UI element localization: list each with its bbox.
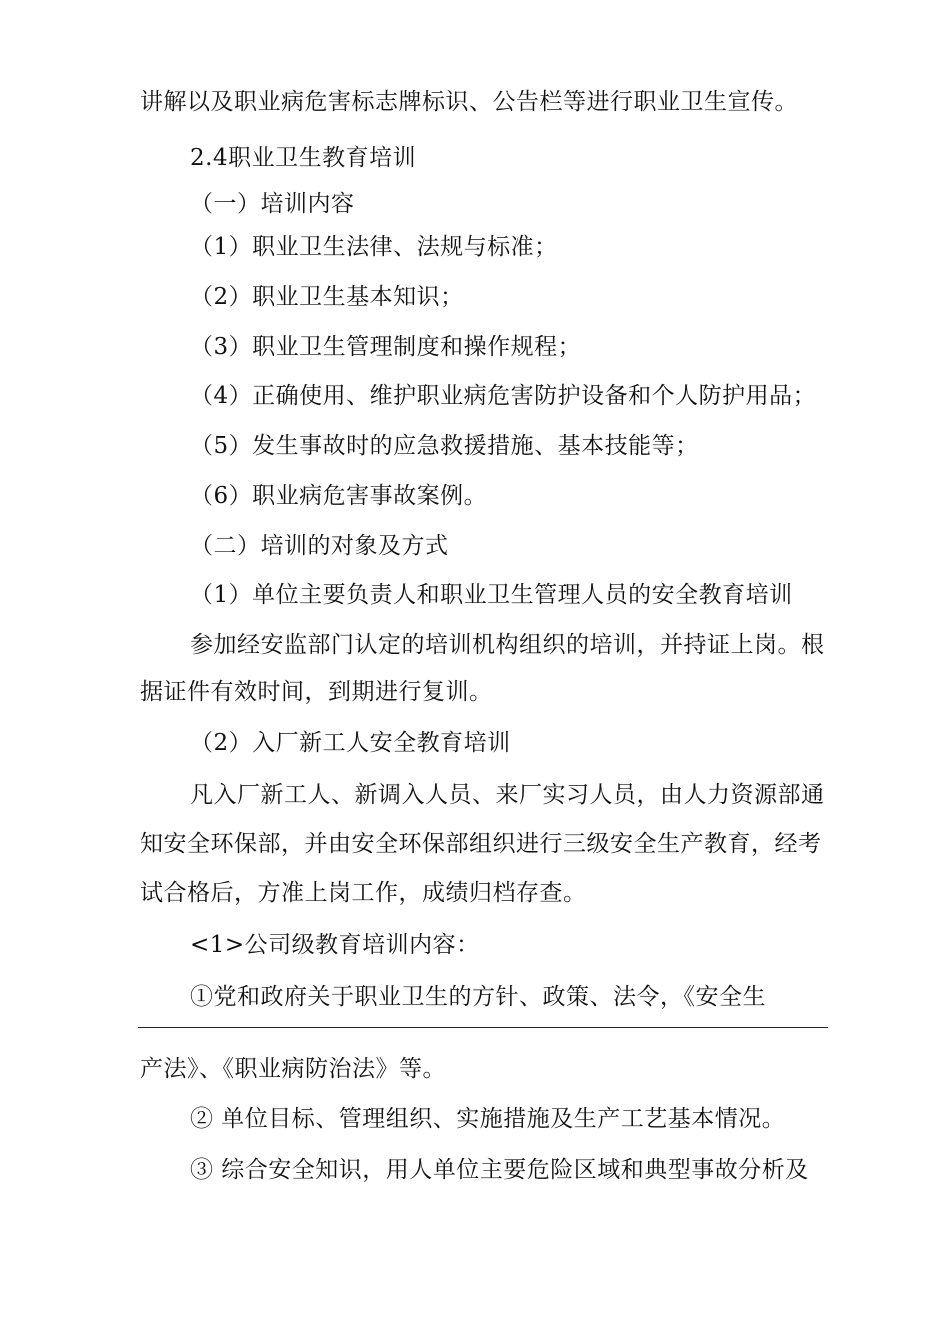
section-heading: 2.4职业卫生教育培训	[190, 145, 417, 171]
paragraph-line: 试合格后，方准上岗工作，成绩归档存查。	[140, 880, 587, 906]
list-item: ①党和政府关于职业卫生的方针、政策、法令，《安全生	[190, 984, 766, 1010]
list-item: ② 单位目标、管理组织、实施措施及生产工艺基本情况。	[190, 1106, 786, 1132]
paragraph-line: 产法》、《职业病防治法》等。	[140, 1056, 446, 1082]
list-item: （4）正确使用、维护职业病危害防护设备和个人防护用品；	[190, 383, 817, 409]
list-item: （3）职业卫生管理制度和操作规程；	[190, 334, 582, 360]
list-item: <1>公司级教育培训内容：	[190, 932, 480, 958]
paragraph-line: 据证件有效时间，到期进行复训。	[140, 679, 493, 705]
list-item: （1）单位主要负责人和职业卫生管理人员的安全教育培训	[190, 582, 793, 608]
subsection-heading: （二）培训的对象及方式	[190, 533, 449, 559]
list-item: （1）职业卫生法律、法规与标准；	[190, 234, 558, 260]
subsection-heading: （一）培训内容	[190, 191, 355, 217]
list-item: （2）入厂新工人安全教育培训	[190, 730, 511, 756]
paragraph-line: 参加经安监部门认定的培训机构组织的培训，并持证上岗。根	[190, 632, 825, 658]
paragraph-line: 知安全环保部，并由安全环保部组织进行三级安全生产教育，经考	[140, 831, 822, 857]
list-item: ③ 综合安全知识，用人单位主要危险区域和典型事故分析及	[190, 1157, 809, 1183]
list-item: （6）职业病危害事故案例。	[190, 483, 488, 509]
footnote-divider	[138, 1027, 828, 1028]
paragraph-line: 凡入厂新工人、新调入人员、来厂实习人员，由人力资源部通	[190, 782, 825, 808]
list-item: （5）发生事故时的应急救援措施、基本技能等；	[190, 433, 699, 459]
text-line: 讲解以及职业病危害标志牌标识、公告栏等进行职业卫生宣传。	[140, 89, 798, 115]
list-item: （2）职业卫生基本知识；	[190, 284, 464, 310]
